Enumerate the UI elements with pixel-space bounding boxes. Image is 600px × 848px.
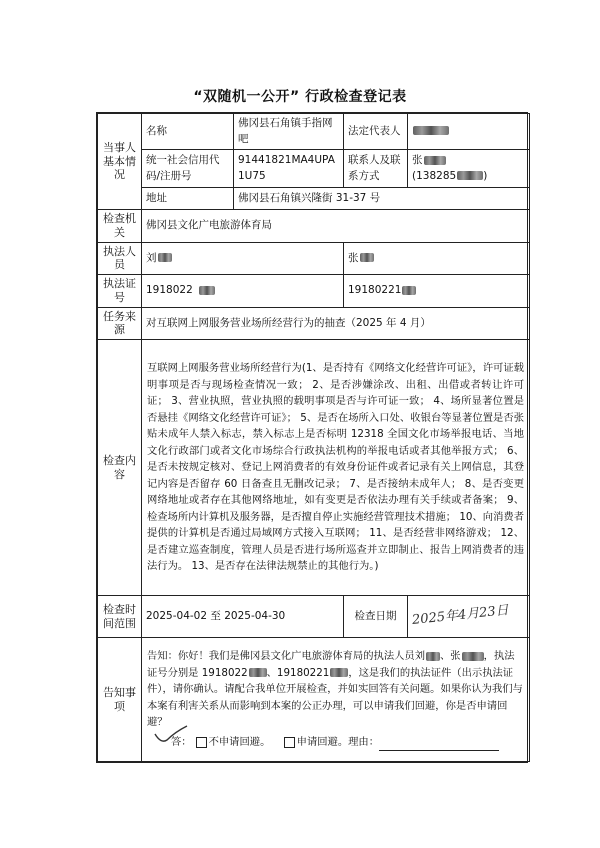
notice-text-3: ，执法证号分别是 1918022: [147, 650, 515, 679]
task-value: 对互联网上网服务营业场所经营行为的抽查（2025 年 4 月）: [142, 307, 530, 340]
contact-value: [408, 150, 530, 188]
party-section-label: 当事人基本情况: [98, 114, 142, 210]
agency-value: 佛冈县文化广电旅游体育局: [142, 210, 530, 243]
handwritten-check-mark: [153, 724, 189, 746]
officers-label: 执法人员: [98, 242, 142, 275]
recusal-label: 申请回避。理由：: [296, 736, 380, 749]
task-label: 任务来源: [98, 307, 142, 340]
officer-2: [344, 242, 530, 275]
contact-name: 张: [412, 154, 423, 167]
no-recusal-label: 不申请回避。: [208, 736, 271, 749]
cert-1-number: 1918022: [146, 284, 193, 297]
officer-1: [142, 242, 344, 275]
period-end: 2025-04-30: [224, 609, 286, 622]
inspection-form: [96, 112, 528, 763]
redaction-mark: [249, 668, 267, 677]
content-label: 检查内容: [98, 340, 142, 596]
period-label: 检查时间范围: [98, 596, 142, 638]
notice-text-1: 告知：你好！我们是佛冈县文化广电旅游体育局的执法人员刘: [147, 650, 426, 663]
document-title: “双随机一公开” 行政检查登记表: [193, 89, 407, 105]
redaction-mark: [462, 652, 484, 661]
cert-2: [344, 275, 530, 308]
redaction-mark: [426, 652, 440, 661]
legal-rep-label: 法定代表人: [344, 114, 408, 150]
notice-value: [142, 638, 530, 762]
redaction-mark: [424, 156, 446, 165]
notice-paragraph: [147, 648, 524, 730]
officer-2-name: 张: [348, 251, 359, 264]
redaction-mark: [360, 253, 374, 262]
notice-text-4: 、19180221: [266, 666, 330, 679]
answer-prefix: 答：: [171, 736, 192, 749]
notice-label: 告知事项: [98, 638, 142, 762]
contact-phone: (138285: [412, 169, 457, 182]
notice-text-5: ，这是我们的执法证件（出示执法证件），请你确认。请配合我单位开展检查，并如实回答有关问题。如果你认为我们与本案有利害关系从而影响到本案的公正办理，可以申请我们回避，你是否申请回避？: [147, 666, 523, 728]
legal-rep-value: [408, 114, 530, 150]
redaction-mark: [413, 126, 449, 135]
redaction-mark: [199, 286, 215, 295]
address-value: 佛冈县石角镇兴隆街 31-37 号: [234, 188, 530, 210]
date-value: [408, 596, 530, 638]
contact-label: 联系人及联系方式: [344, 150, 408, 188]
reason-line[interactable]: [379, 740, 499, 751]
recusal-checkbox[interactable]: [284, 737, 295, 748]
redaction-mark: [330, 668, 348, 677]
cert-label: 执法证号: [98, 275, 142, 308]
contact-phone-end: ): [483, 169, 488, 182]
credit-code-label: 统一社会信用代码/注册号: [142, 150, 234, 188]
notice-text-2: 、张: [440, 650, 461, 663]
redaction-mark: [402, 286, 416, 295]
cert-2-number: 19180221: [348, 284, 402, 297]
agency-label: 检查机关: [98, 210, 142, 243]
handwritten-date: 2025年4月23日: [411, 603, 510, 629]
name-value: 佛冈县石角镇手指网吧: [234, 114, 344, 150]
no-recusal-checkbox[interactable]: [196, 737, 207, 748]
cert-1: [142, 275, 344, 308]
redaction-mark: [158, 253, 172, 262]
name-label: 名称: [142, 114, 234, 150]
period-start: 2025-04-02: [146, 609, 208, 622]
period-to: 至: [210, 609, 221, 622]
address-label: 地址: [142, 188, 234, 210]
officer-1-name: 刘: [146, 251, 157, 264]
redaction-mark: [457, 171, 483, 180]
reply-line: [147, 734, 524, 750]
credit-code-value: 91441821MA4UPA1U75: [234, 150, 344, 188]
content-value: 互联网上网服务营业场所经营行为(1、是否持有《网络文化经营许可证》，许可证载明事项是否与现场检查情况一致； 2、是否涉嫌涂改、出租、出借或者转让许可证； 3、营业执照，营业执照的载明事项是否与许可证一致； 4、场所显著位置是否悬挂《网络文化经营许可证》； 5、是否在场所入口处、收银台等显著位置是否张贴未成年人禁入标志，禁入标志上是否标明 12318 全国文化市场举报电话、当地文化行政部门或者文化市场综合行政执法机构的举报电话或者其他举报方式； 6、是否未按规定核对、登记上网消费者的有效身份证件或者记录有关上网信息，其登记内容是否留存 60 日备查且无删改记录； 7、是否接纳未成年人； 8、是否变更网络地址或者存在其他网络地址，如有变更是否依法办理有关手续或者备案； 9、检查场所内计算机及服务器，是否擅自停止实施经营管理技术措施； 10、向消费者提供的计算机是否通过局域网方式接入互联网； 11、是否经营非网络游戏； 12、是否建立巡查制度，管理人员是否进行场所巡查并立即制止、报告上网消费者的违法行为。 13、是否存在法律法规禁止的其他行为。): [142, 340, 530, 596]
date-label: 检查日期: [344, 596, 408, 638]
period-range: [142, 596, 344, 638]
